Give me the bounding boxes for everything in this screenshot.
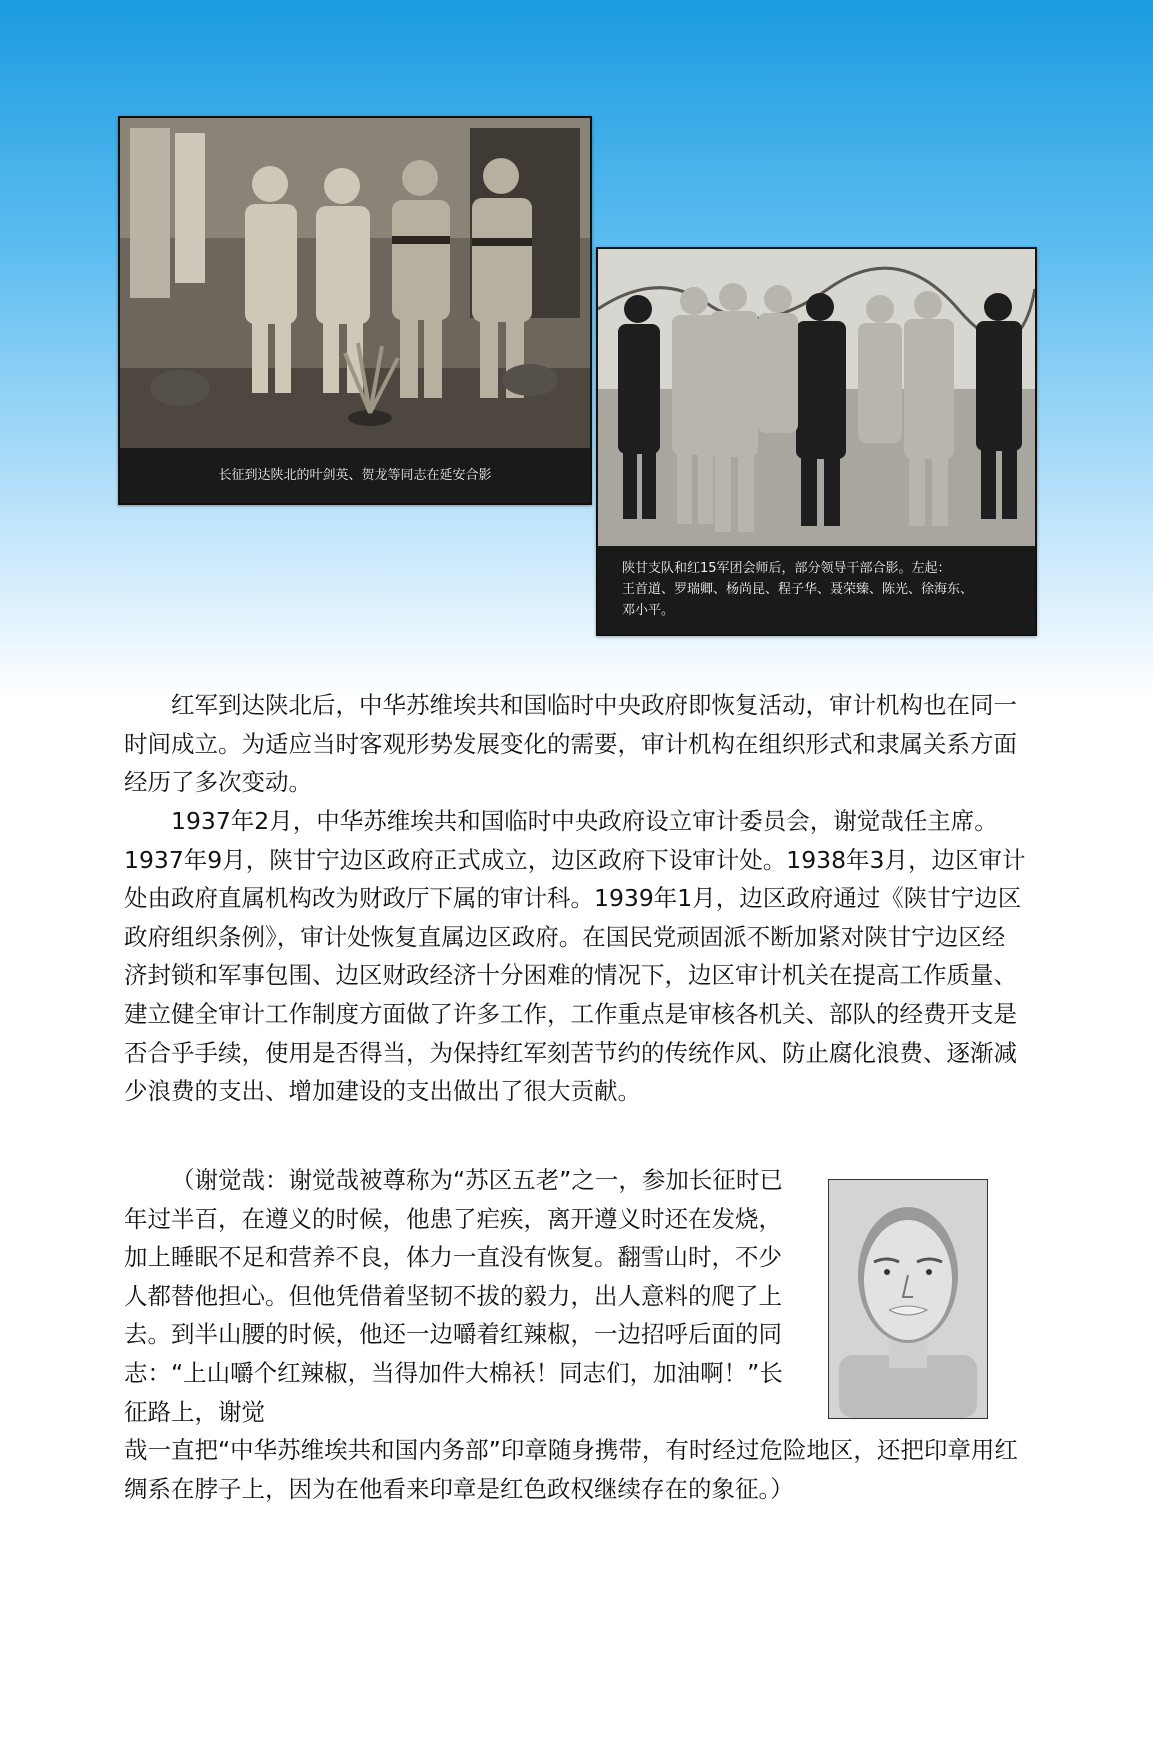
historical-photo-leaders <box>596 247 1037 636</box>
note-paragraph-continued: 哉一直把“中华苏维埃共和国内务部”印章随身携带，有时经过危险地区，还把印章用红绸系在脖子上，因为在他看来印章是红色政权继续存在的象征。） <box>124 1436 1018 1503</box>
photo-caption-text: 长征到达陕北的叶剑英、贺龙等同志在延安合影 <box>218 468 492 483</box>
note-paragraph-wrapped: （谢觉哉：谢觉哉被尊称为“苏区五老”之一，参加长征时已年过半百，在遵义的时候，他患了疟疾，离开遵义时还在发烧，加上睡眠不足和营养不良，体力一直没有恢复。翻雪山时，不少人都替他担心。但他凭借着坚韧不拔的毅力，出人意料的爬了上去。到半山腰的时候，他还一边嚼着红辣椒，一边招呼后面的同志：“上山嚼个红辣椒，当得加件大棉袄！同志们，加油啊！”长征路上，谢觉 <box>124 1166 783 1426</box>
photo-group-of-four <box>120 118 590 503</box>
historical-photo-yan-an <box>118 116 592 505</box>
photo-caption-line: 王首道、罗瑞卿、杨尚昆、程子华、聂荣臻、陈光、徐海东、 <box>622 582 974 597</box>
body-paragraph-2: 1937年2月，中华苏维埃共和国临时中央政府设立审计委员会，谢觉哉任主席。1937年9月，陕甘宁边区政府正式成立，边区政府下设审计处。1938年3月，边区审计处由政府直属机构改为财政厅下属的审计科。1939年1月，边区政府通过《陕甘宁边区政府组织条例》，审计处恢复直属边区政府。在国民党顽固派不断加紧对陕甘宁边区经济封锁和军事包围、边区财政经济十分困难的情况下，边区审计机关在提高工作质量、建立健全审计工作制度方面做了许多工作，工作重点是审核各机关、部队的经费开支是否合乎手续，使用是否得当，为保持红军刻苦节约的传统作风、防止腐化浪费、逐渐减少浪费的支出、增加建设的支出做出了很大贡献。 <box>124 807 1026 1106</box>
photo-caption-line: 陕甘支队和红15军团会师后，部分领导干部合影。左起： <box>622 561 951 576</box>
photo-caption-line: 邓小平。 <box>622 603 675 618</box>
portrait-image <box>829 1180 987 1418</box>
body-paragraph-1: 红军到达陕北后，中华苏维埃共和国临时中央政府即恢复活动，审计机构也在同一时间成立。为适应当时客观形势发展变化的需要，审计机构在组织形式和隶属关系方面经历了多次变动。 <box>124 691 1017 797</box>
portrait-photo-xie-juezai <box>828 1179 988 1419</box>
photo-caption <box>598 546 1035 634</box>
photo-caption <box>120 448 590 503</box>
